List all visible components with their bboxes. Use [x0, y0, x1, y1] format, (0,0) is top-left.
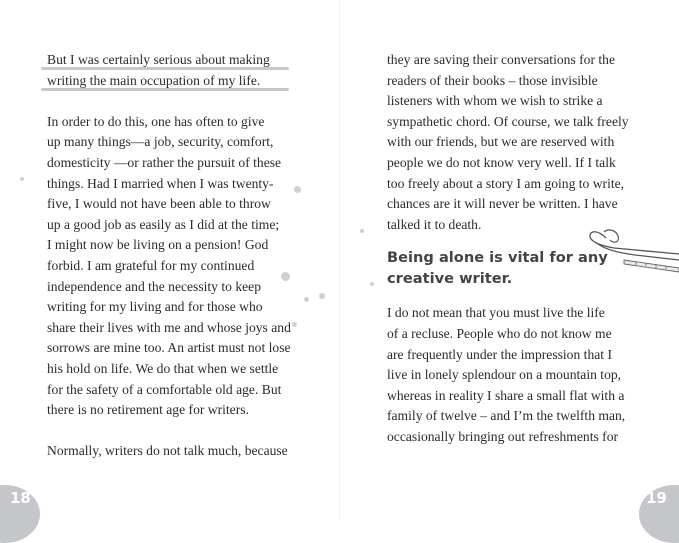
body-line: Normally, writers do not talk much, because: [47, 443, 288, 459]
body-line: family of twelve – and I’m the twelfth man,: [387, 408, 626, 424]
ink-dot: [370, 282, 374, 286]
pullquote: [47, 50, 270, 91]
body-line: with our friends, but we are reserved with: [387, 134, 615, 150]
heading-line: creative writer.: [387, 270, 513, 288]
body-line: forbid. I am grateful for my continued: [47, 257, 255, 273]
ink-dot: [20, 177, 24, 181]
body-line: sorrows are mine too. An artist must not lose: [47, 340, 291, 356]
page-number-left: 18: [10, 489, 31, 507]
body-line: up a good job as easily as I did at the time;: [47, 216, 280, 232]
body-line: I do not mean that you must live the life: [387, 305, 605, 321]
body-line: In order to do this, one has often to give: [47, 113, 265, 129]
ink-dot: [360, 229, 364, 233]
pullquote-line: writing the main occupation of my life.: [47, 72, 261, 88]
body-line: occasionally bringing out refreshments for: [387, 428, 619, 444]
body-line: share their lives with me and whose joys and: [47, 319, 291, 335]
page-gutter: [339, 0, 340, 521]
hand-pencil-icon: [584, 224, 679, 276]
pullquote-line: But I was certainly serious about making: [47, 52, 270, 67]
body-line: too freely about a story I am going to write,: [387, 175, 625, 191]
body-line: live in lonely splendour on a mountain top,: [387, 367, 622, 383]
left-page-column: [47, 50, 297, 462]
body-line: for the safety of a comfortable old age. But: [47, 381, 282, 397]
body-line: five, I would not have been able to throw: [47, 196, 271, 212]
body-line: his hold on life. We do that when we settle: [47, 360, 279, 376]
body-line: of a recluse. People who do not know me: [387, 325, 612, 341]
body-line: there is no retirement age for writers.: [47, 402, 249, 418]
body-line: things. Had I married when I was twenty-: [47, 175, 274, 191]
body-line: domesticity —or rather the pursuit of these: [47, 154, 282, 170]
body-line: writing for my living and for those who: [47, 299, 263, 315]
body-line: they are saving their conversations for the: [387, 52, 615, 67]
body-line: people we do not know very well. If I talk: [387, 154, 616, 170]
body-line: are frequently under the impression that I: [387, 346, 612, 362]
body-line: talked it to death.: [387, 216, 482, 232]
body-line: independence and the necessity to keep: [47, 278, 262, 294]
page-number-right: 19: [646, 489, 667, 507]
body-line: I might now be living on a pension! God: [47, 237, 269, 253]
body-line: up many things—a job, security, comfort,: [47, 134, 274, 150]
body-line: listeners with whom we wish to strike a: [387, 93, 603, 109]
ink-dot: [319, 293, 325, 299]
heading-line: Being alone is vital for any: [387, 249, 608, 267]
body-line: whereas in reality I share a small flat with a: [387, 387, 625, 403]
body-line: readers of their books – those invisible: [387, 72, 598, 88]
body-line: sympathetic chord. Of course, we talk freely: [387, 113, 629, 129]
ink-dot: [304, 297, 309, 302]
body-line: chances are it will never be written. I have: [387, 196, 618, 212]
